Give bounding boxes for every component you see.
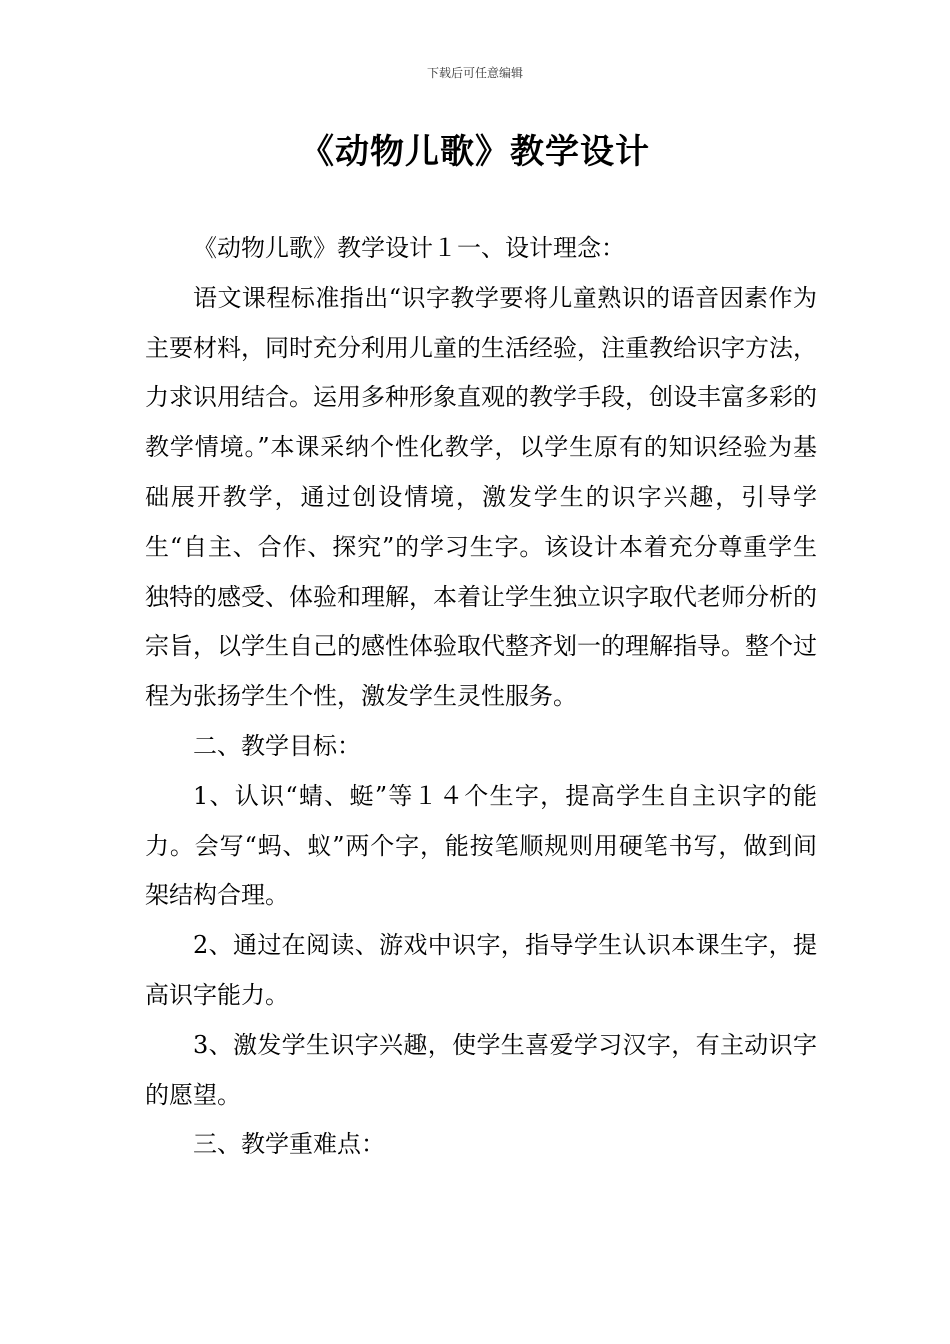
paragraph-goal-1: 1、认识“蜻、蜓”等１４个生字，提高学生自主识字的能力。会写“蚂、蚁”两个字，能按笔顺规则用硬笔书写，做到间架结构合理。 xyxy=(145,781,817,910)
paragraph-key-points-heading: 三、教学重难点： xyxy=(193,1130,385,1159)
paragraph-design-concept: 语文课程标准指出“识字教学要将儿童熟识的语音因素作为主要材料，同时充分利用儿童的生活经验，注重教给识字方法，力求识用结合。运用多种形象直观的教学手段，创设丰富多彩的教学情境。”本课采纳个性化教学，以学生原有的知识经验为基础展开教学，通过创设情境，激发学生的识字兴趣，引导学生“自主、合作、探究”的学习生字。该设计本着充分尊重学生独特的感受、体验和理解，本着让学生独立识字取代老师分析的宗旨，以学生自己的感性体验取代整齐划一的理解指导。整个过程为张扬学生个性，激发学生灵性服务。 xyxy=(145,283,817,711)
paragraph-teaching-goals-heading: 二、教学目标： xyxy=(193,731,361,760)
document-title: 《动物儿歌》教学设计 xyxy=(300,132,650,172)
page-header-note: 下载后可任意编辑 xyxy=(426,66,523,80)
document-body xyxy=(145,224,817,1170)
paragraph-goal-3: 3、激发学生识字兴趣，使学生喜爱学习汉字，有主动识字的愿望。 xyxy=(145,1030,817,1109)
paragraph-intro: 《动物儿歌》教学设计１一、设计理念： xyxy=(193,234,625,262)
paragraph-goal-2: 2、通过在阅读、游戏中识字，指导学生认识本课生字，提高识字能力。 xyxy=(145,931,817,1009)
